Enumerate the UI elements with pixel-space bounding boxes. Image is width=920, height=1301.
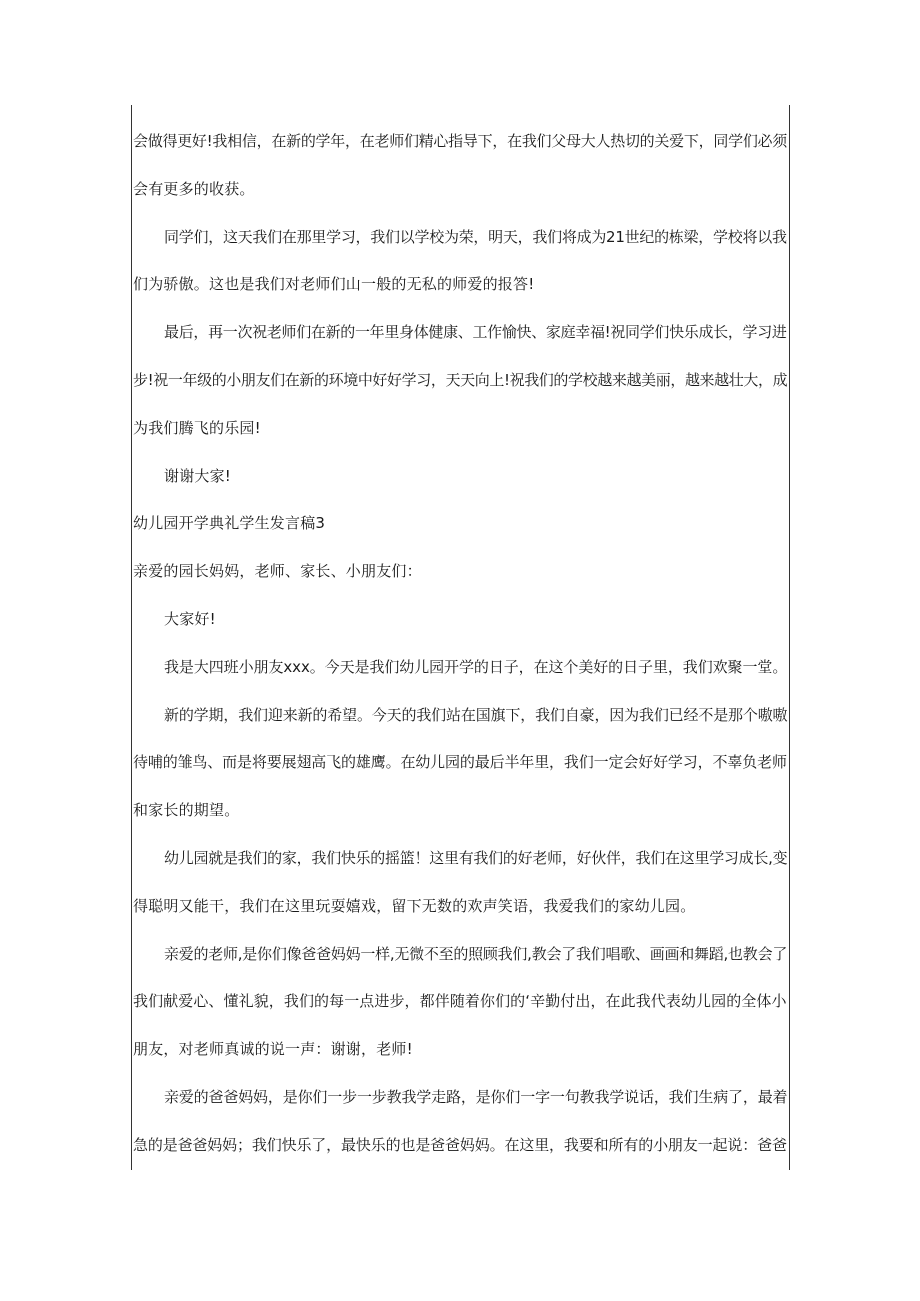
text-line: 亲爱的老师,是你们像爸爸妈妈一样,无微不至的照顾我们,教会了我们唱歌、画画和舞蹈,也教会了 [164,944,788,963]
text-line: 和家长的期望。 [133,801,240,820]
text-line: 步!祝一年级的小朋友们在新的环境中好好学习，天天向上!祝我们的学校越来越美丽，越来越壮大，成 [133,370,788,389]
text-line: 我们献爱心、懂礼貌，我们的每一点进步，都伴随着你们的‘辛勤付出，在此我代表幼儿园的全体小 [133,992,787,1011]
document-body [133,118,788,1170]
text-line: 幼儿园就是我们的家，我们快乐的摇篮！这里有我们的好老师，好伙伴，我们在这里学习成长,变 [164,848,788,867]
text-line: 们为骄傲。这也是我们对老师们山一般的无私的师爱的报答! [133,275,535,294]
left-margin-rule [131,105,132,1170]
text-line: 急的是爸爸妈妈；我们快乐了，最快乐的也是爸爸妈妈。在这里，我要和所有的小朋友一起说：爸爸 [133,1135,787,1154]
right-margin-rule [789,105,790,1170]
text-line: 得聪明又能干，我们在这里玩耍嬉戏，留下无数的欢声笑语，我爱我们的家幼儿园。 [133,896,696,915]
text-line: 最后，再一次祝老师们在新的一年里身体健康、工作愉快、家庭幸福!祝同学们快乐成长，学习进 [164,323,787,342]
text-line: 待哺的雏鸟、而是将要展翅高飞的雄鹰。在幼儿园的最后半年里，我们一定会好好学习，不辜负老师 [133,753,787,772]
text-line: 会做得更好!我相信，在新的学年，在老师们精心指导下，在我们父母大人热切的关爱下，同学们必须 [133,132,788,150]
text-line: 朋友，对老师真诚的说一声：谢谢，老师! [133,1040,413,1059]
text-line: 新的学期，我们迎来新的希望。今天的我们站在国旗下，我们自豪，因为我们已经不是那个嗷嗷 [164,705,788,724]
salutation: 亲爱的园长妈妈，老师、家长、小朋友们： [133,562,422,581]
text-line: 谢谢大家! [164,466,232,485]
text-line: 为我们腾飞的乐园! [133,418,261,437]
text-line: 亲爱的爸爸妈妈，是你们一步一步教我学走路，是你们一字一句教我学说话，我们生病了，最着 [164,1087,788,1106]
text-line: 大家好! [164,609,216,628]
text-line: 会有更多的收获。 [133,179,255,198]
text-line: 我是大四班小朋友xxx。今天是我们幼儿园开学的日子，在这个美好的日子里，我们欢聚一堂。 [164,657,788,676]
text-line: 同学们，这天我们在那里学习，我们以学校为荣，明天，我们将成为21世纪的栋梁，学校将以我 [164,227,787,246]
section-heading: 幼儿园开学典礼学生发言稿3 [133,514,326,533]
